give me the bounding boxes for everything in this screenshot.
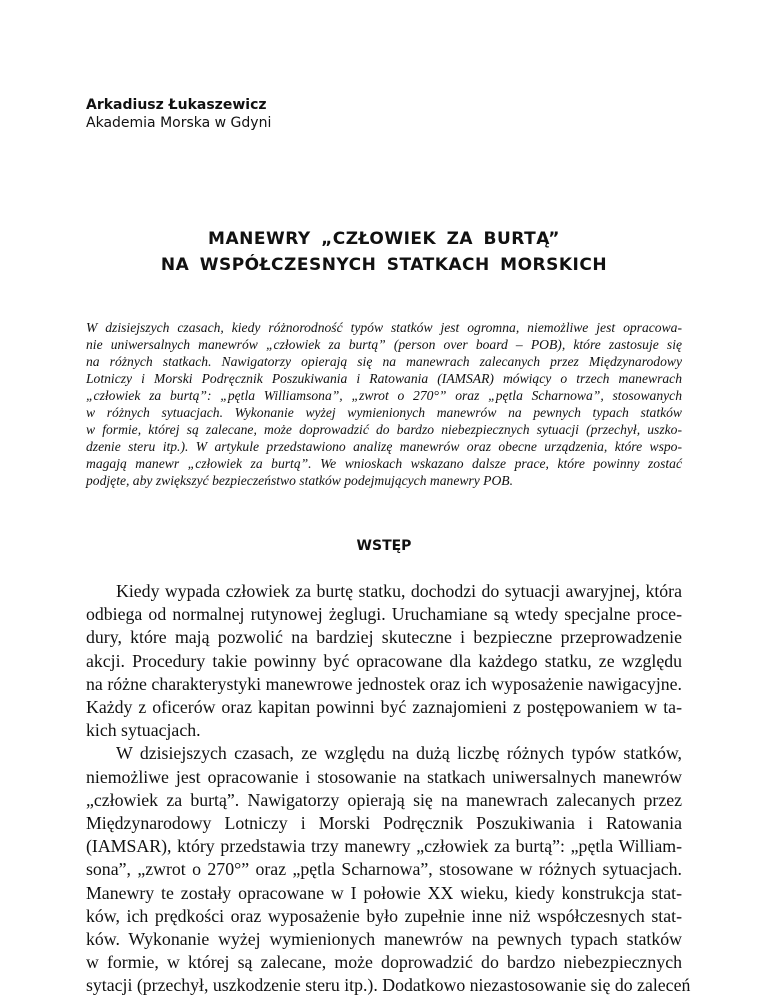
author-affiliation: Akademia Morska w Gdyni — [86, 115, 272, 131]
abstract-line: W dzisiejszych czasach, kiedy różnorodność typów statków jest ogromna, niemożliwe jest opracowa- — [86, 320, 682, 335]
abstract-line: magają manewr „człowiek za burtą”. We wnioskach wskazano dalsze prace, które powinny zostać — [86, 456, 682, 471]
author-block — [86, 96, 271, 132]
abstract — [86, 319, 682, 489]
title-line-2: NA WSPÓŁCZESNYCH STATKACH MORSKICH — [160, 255, 608, 275]
body-line: ków, ich prędkości oraz wyposażenie było zupełnie inne niż współczesnych stat- — [86, 905, 682, 926]
paper-title — [0, 226, 768, 278]
body-line: Międzynarodowy Lotniczy i Morski Podręcznik Poszukiwania i Ratowania — [86, 813, 682, 834]
author-name: Arkadiusz Łukaszewicz — [86, 97, 267, 113]
body-line: sona”, „zwrot o 270°” oraz „pętla Scharnowa”, stosowane w różnych sytuacjach. — [86, 859, 682, 880]
body-line: akcji. Procedury takie powinny być opracowane dla każdego statku, ze względu — [86, 650, 682, 671]
abstract-line: dzenie steru itp.). W artykule przedstawiono analizę manewrów oraz obecne urządzenia, które wspo- — [86, 439, 682, 454]
body-text — [86, 580, 691, 998]
body-line: kich sytuacjach. — [86, 720, 201, 741]
body-line: w formie, w której są zalecane, może doprowadzić do bardzo niebezpiecznych — [86, 952, 682, 973]
body-line: ków. Wykonanie wyżej wymienionych manewrów na pewnych typach statków — [86, 929, 682, 950]
body-line: „człowiek za burtą”. Nawigatorzy opierają się na manewrach zalecanych przez — [86, 789, 682, 810]
abstract-line: na różnych statkach. Nawigatorzy opierają się na manewrach zalecanych przez Międzynarodowy — [86, 354, 682, 369]
body-line: sytacji (przechył, uszkodzenie steru itp.). Dodatkowo niezastosowanie się do zaleceń — [86, 975, 691, 996]
body-line: (IAMSAR), który przedstawia trzy manewry „człowiek za burtą”: „pętla William- — [86, 836, 682, 857]
abstract-line: w różnych sytuacjach. Wykonanie wyżej wymienionych manewrów na pewnych typach statków — [86, 405, 682, 420]
abstract-line: w formie, której są zalecane, może doprowadzić do bardzo niebezpiecznych sytuacji (przechył, uszko- — [86, 422, 682, 437]
abstract-line: podjęte, aby zwiększyć bezpieczeństwo statków podejmujących manewry POB. — [86, 473, 513, 488]
body-line: na różne charakterystyki manewrowe jednostek oraz ich wyposażenie nawigacyjne. — [86, 673, 682, 694]
title-line-1: MANEWRY „CZŁOWIEK ZA BURTĄ” — [208, 229, 560, 249]
body-line: odbiega od normalnej rutynowej żeglugi. Uruchamiane są wtedy specjalne proce- — [86, 604, 682, 625]
abstract-line: Lotniczy i Morski Podręcznik Poszukiwania i Ratowania (IAMSAR) mówiący o trzech manewrach — [86, 371, 682, 386]
abstract-line: nie uniwersalnych manewrów „człowiek za burtą” (person over board – POB), które zastosuje się — [86, 337, 682, 352]
section-heading: WSTĘP — [356, 538, 412, 554]
abstract-line: „człowiek za burtą”: „pętla Williamsona”, „zwrot o 270°” oraz „pętla Scharnowa”, stosowanych — [86, 388, 682, 403]
body-line: Każdy z oficerów oraz kapitan powinni być zaznajomieni z postępowaniem w ta- — [86, 697, 682, 718]
body-line: dury, które mają pozwolić na bardziej skuteczne i bezpieczne przeprowadzenie — [86, 627, 682, 648]
body-line: niemożliwe jest opracowanie i stosowanie na statkach uniwersalnych manewrów — [86, 766, 682, 787]
body-line: W dzisiejszych czasach, ze względu na dużą liczbę różnych typów statków, — [116, 743, 682, 764]
body-line: Kiedy wypada człowiek za burtę statku, dochodzi do sytuacji awaryjnej, która — [116, 581, 682, 601]
body-line: Manewry te zostały opracowane w I połowie XX wieku, kiedy konstrukcja stat- — [86, 882, 682, 903]
